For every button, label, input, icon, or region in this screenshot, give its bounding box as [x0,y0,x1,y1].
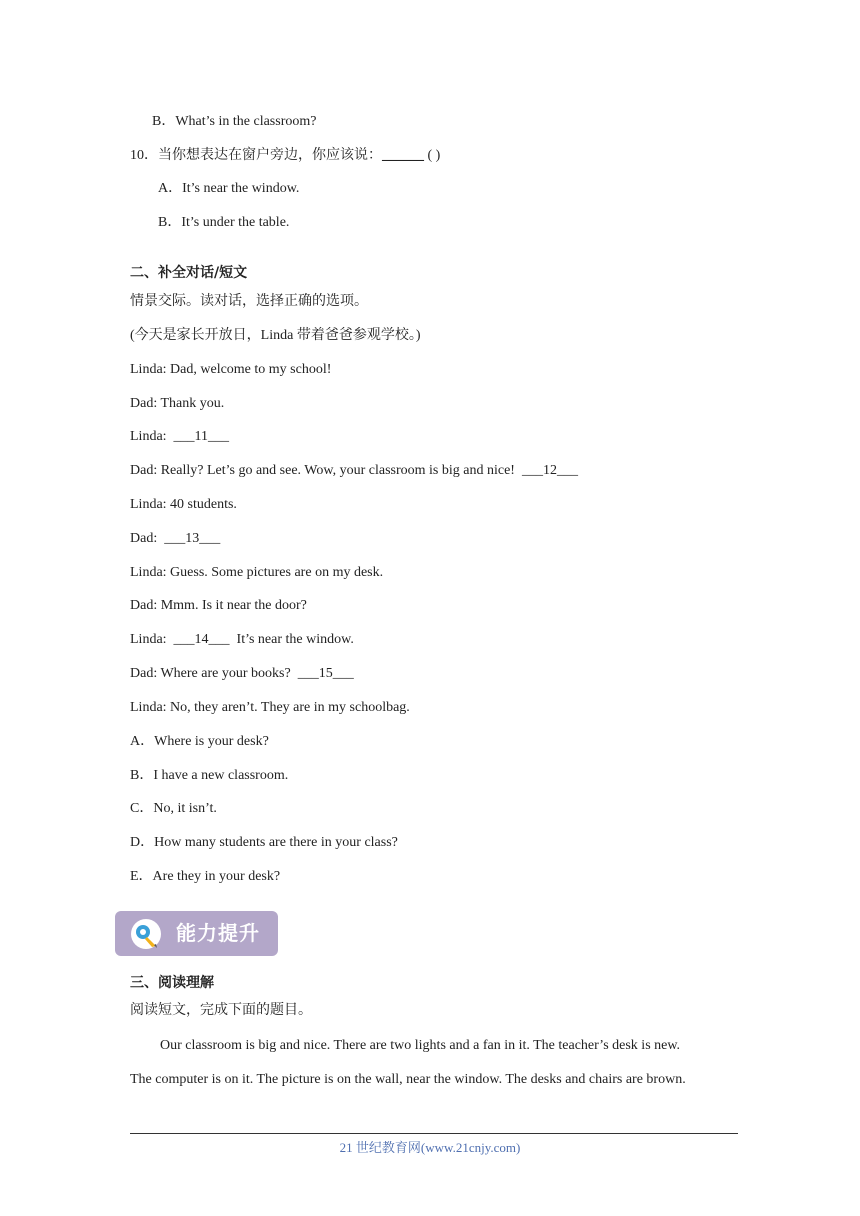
dialogue-line-10 [130,665,354,683]
speaker-label: Dad: [130,531,165,546]
dialogue-text: Dad: Where are your books? [130,666,298,681]
q10-option-b: B．It’s under the table. [158,215,290,230]
blank-14: ___14___ [173,632,230,647]
dialogue-line-1: Linda: Dad, welcome to my school! [130,362,332,377]
section2-title: 二、补全对话/短文 [130,265,248,281]
speaker-label: Linda: [130,429,174,444]
dialogue-text: Dad: Really? Let’s go and see. Wow, your classroom is big and nice! [130,463,522,478]
q10-option-a: A．It’s near the window. [158,181,300,196]
dialogue-line-8: Dad: Mmm. Is it near the door? [130,598,307,613]
dialogue-line-11: Linda: No, they aren’t. They are in my schoolbag. [130,700,410,715]
dialogue-line-4 [130,462,578,480]
dialogue-line-3 [130,428,229,446]
option-e: E．Are they in your desk? [130,869,281,884]
dialogue-text: It’s near the window. [229,632,354,647]
passage-line-1: Our classroom is big and nice. There are two lights and a fan in it. The teacher’s desk is new. [160,1038,681,1053]
dialogue-line-5: Linda: 40 students. [130,497,237,512]
option-d: D．How many students are there in your class? [130,835,398,850]
blank-15: ___15___ [297,666,354,681]
section2-instruction: 情景交际。读对话，选择正确的选项。 [130,294,368,309]
footer-source: 21 世纪教育网(www.21cnjy.com) [339,1140,521,1155]
dialogue-line-7: Linda: Guess. Some pictures are on my desk. [130,565,384,580]
blank-13: ___13___ [164,531,221,546]
dialogue-line-6 [130,530,220,548]
dialogue-line-2: Dad: Thank you. [130,396,225,411]
dialogue-line-9 [130,631,354,649]
q9-option-b: B．What’s in the classroom? [152,114,317,129]
section2-scene: (今天是家长开放日，Linda 带着爸爸参观学校。) [130,328,421,343]
q10-answer-blank: ______ [382,148,424,163]
blank-11: ___11___ [173,429,230,444]
option-b: B．I have a new classroom. [130,768,289,783]
section3-instruction: 阅读短文，完成下面的题目。 [130,1003,312,1018]
badge-label: 能力提升 [176,921,260,945]
option-a: A．Where is your desk? [130,734,269,749]
q10-question [130,147,440,165]
pen-bulb-icon [130,918,162,950]
section3-title: 三、阅读理解 [130,975,214,991]
q10-prompt: 10．当你想表达在窗户旁边，你应该说： [130,148,382,163]
option-c: C．No, it isn’t. [130,801,217,816]
speaker-label: Linda: [130,632,174,647]
passage-line-2: The computer is on it. The picture is on the wall, near the window. The desks and chairs are brown. [130,1072,686,1087]
blank-12: ___12___ [521,463,578,478]
q10-answer-paren: ( ) [424,148,441,163]
footer-divider [130,1133,738,1134]
